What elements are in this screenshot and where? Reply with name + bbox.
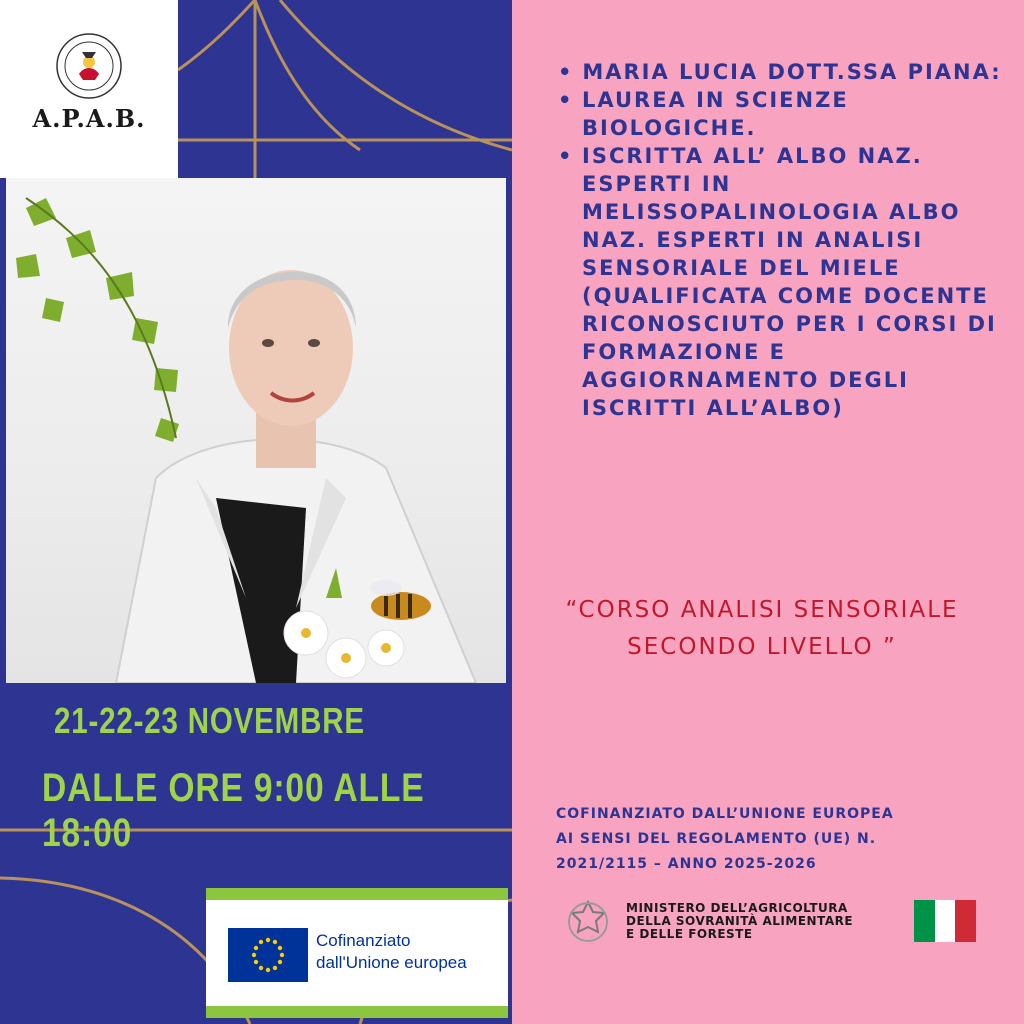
ministry-name xyxy=(626,902,916,941)
funding-statement xyxy=(556,802,996,877)
italian-flag-icon xyxy=(914,900,976,942)
apab-logo-icon xyxy=(0,0,178,110)
apab-logo-text: A.P.A.B. xyxy=(32,104,146,133)
bio-item-name: • MARIA LUCIA DOTT.SSA PIANA: xyxy=(552,58,1002,86)
eu-flag-icon xyxy=(228,928,308,982)
event-hours: DALLE ORE 9:00 ALLE 18:00 xyxy=(42,766,425,855)
badge-bottom-bar xyxy=(206,1006,508,1018)
eu-badge-text xyxy=(316,930,467,974)
bio-list xyxy=(552,58,1002,422)
ministry-line2: DELLA SOVRANITÀ ALIMENTARE xyxy=(626,914,854,928)
speaker-photo xyxy=(6,178,506,683)
speaker-portrait xyxy=(6,178,506,683)
funding-line1: COFINANZIATO DALL’UNIONE EUROPEA xyxy=(556,806,894,822)
bio-item-registration: • ISCRITTA ALL’ ALBO NAZ. ESPERTI IN MELISSOPALINOLOGIA ALBO NAZ. ESPERTI IN ANALISI SENSORIALE DEL MIELE (QUALIFICATA COME DOCENTE RICONOSCIUTO PER I CORSI DI FORMAZIONE E AGGIORNAMENTO DEGLI ISCRITTI ALL’ALBO) xyxy=(552,142,1002,422)
funding-line2: AI SENSI DEL REGOLAMENTO (UE) N. xyxy=(556,831,877,847)
ministry-line1: MINISTERO DELL’AGRICOLTURA xyxy=(626,901,848,915)
course-title: “CORSO ANALISI SENSORIALE SECONDO LIVELLO ” xyxy=(565,597,959,660)
eu-badge-line2: dall'Unione europea xyxy=(316,953,467,972)
badge-top-bar xyxy=(206,888,508,900)
ministry-line3: E DELLE FORESTE xyxy=(626,927,753,941)
event-dates: 21-22-23 NOVEMBRE xyxy=(54,700,365,741)
eu-cofinanced-badge xyxy=(206,888,508,1018)
speaker-bio xyxy=(552,58,1002,422)
bio-item-degree: • LAUREA IN SCIENZE BIOLOGICHE. xyxy=(552,86,1002,142)
apab-logo xyxy=(0,0,178,178)
funding-line3: 2021/2115 – ANNO 2025-2026 xyxy=(556,856,817,872)
eu-badge-line1: Cofinanziato xyxy=(316,931,411,950)
republic-emblem-icon xyxy=(566,898,610,946)
